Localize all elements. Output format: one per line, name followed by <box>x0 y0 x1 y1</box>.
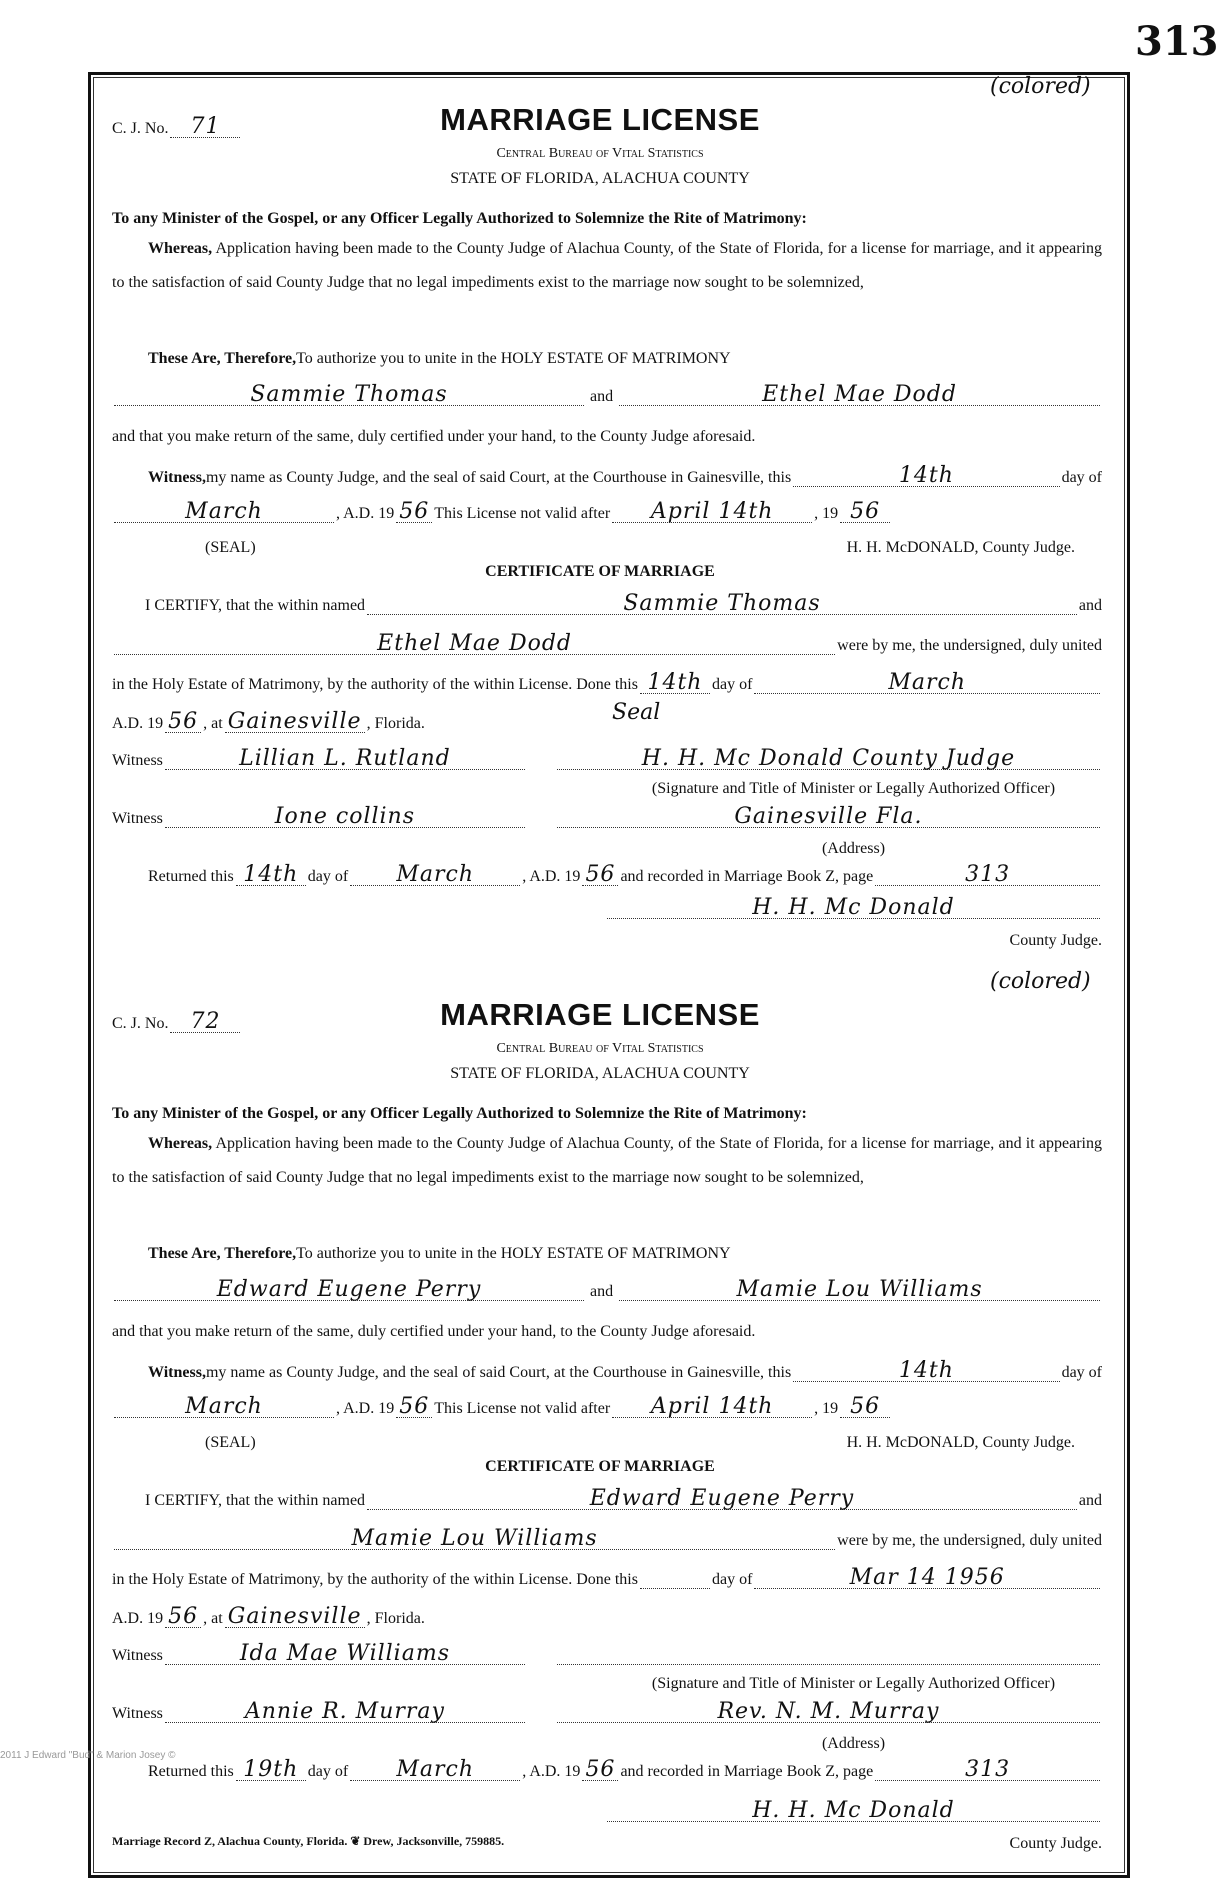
returned-year: 56 <box>585 862 616 887</box>
returned-year: 56 <box>585 1757 616 1782</box>
valid-year-label: , 19 <box>814 505 839 522</box>
at-label: , at <box>203 1610 223 1627</box>
holy-estate-text: in the Holy Estate of Matrimony, by the authority of the within License. Done this <box>112 676 638 693</box>
valid-until-field <box>612 496 812 523</box>
record-page: 313 <box>965 1757 1011 1782</box>
license-title: MARRIAGE LICENSE <box>440 997 760 1032</box>
return-text: and that you make return of the same, duly certified under your hand, to the County Judge aforesaid. <box>112 428 756 445</box>
valid-year-field <box>840 1391 890 1418</box>
cert-groom: Sammie Thomas <box>623 591 821 616</box>
cj-number: 72 <box>190 1009 221 1034</box>
returned-day-field <box>236 1754 306 1781</box>
seal-row <box>205 529 1075 557</box>
witness-1: Lillian L. Rutland <box>239 746 451 771</box>
issue-year-field <box>396 1391 432 1418</box>
and-label: and <box>1078 597 1102 614</box>
witness-text: my name as County Judge, and the seal of said Court, at the Courthouse in Gainesville, this <box>205 469 792 486</box>
ad-label: , A.D. 19 <box>336 1400 395 1417</box>
witness-2-field <box>165 801 525 828</box>
witness-1: Ida Mae Williams <box>239 1641 450 1666</box>
whereas-paragraph <box>112 232 1102 300</box>
address-field <box>557 1696 1100 1723</box>
not-valid-label: This License not valid after <box>434 505 611 522</box>
cert-bride-row <box>112 627 1102 655</box>
valid-year-label: , 19 <box>814 1400 839 1417</box>
place: Gainesville <box>227 1604 362 1629</box>
place-field <box>225 1601 365 1628</box>
groom-name: Sammie Thomas <box>250 382 448 407</box>
returned-month-field <box>350 859 520 886</box>
officer-signature-field <box>557 1638 1100 1665</box>
returned-label: Returned this <box>148 1763 234 1780</box>
returned-day: 14th <box>243 862 299 887</box>
address-line: To any Minister of the Gospel, or any Officer Legally Authorized to Solemnize the Rite of Matrimony: <box>112 210 807 227</box>
issue-year-field <box>396 496 432 523</box>
judge-signature-field <box>607 892 1100 919</box>
county-judge-printed: H. H. McDONALD, County Judge. <box>846 1434 1075 1451</box>
bride-name-field <box>619 379 1100 406</box>
bride-name-field <box>619 1274 1100 1301</box>
signature-caption: (Signature and Title of Minister or Legally Authorized Officer) <box>651 1675 1056 1692</box>
witness-1-row <box>112 1637 1102 1665</box>
returned-day: 19th <box>243 1757 299 1782</box>
issue-day: 14th <box>898 1358 954 1383</box>
names-row <box>112 1273 1102 1301</box>
done-row <box>112 1561 1102 1589</box>
names-row <box>112 378 1102 406</box>
officer-signature-field <box>557 743 1100 770</box>
ad-label: , A.D. 19 <box>336 505 395 522</box>
returned-year-field <box>582 859 618 886</box>
and-label: and <box>590 1283 614 1300</box>
witness-1-row <box>112 742 1102 770</box>
cert-bride-field <box>114 628 835 655</box>
address-caption: (Address) <box>821 1735 886 1752</box>
whereas-paragraph <box>112 1127 1102 1195</box>
united-text: were by me, the undersigned, duly united <box>837 637 1102 654</box>
ad-year: 56 <box>168 1604 199 1629</box>
cert-groom: Edward Eugene Perry <box>589 1486 855 1511</box>
certify-row <box>145 587 1102 615</box>
record-page: 313 <box>965 862 1011 887</box>
issue-month: March <box>185 1394 263 1419</box>
return-row <box>112 1313 1102 1341</box>
county-judge-row <box>112 922 1102 950</box>
done-day-field <box>640 1562 710 1589</box>
returned-month: March <box>396 1757 475 1782</box>
ad-year: 56 <box>168 709 199 734</box>
judge-signature-field <box>607 1795 1100 1822</box>
judge-signature: H. H. Mc Donald <box>752 895 955 920</box>
witness-label: Witness <box>112 810 163 827</box>
ad-year-field <box>165 706 201 733</box>
salutation-row <box>112 1095 1102 1123</box>
returned-label: Returned this <box>148 868 234 885</box>
certify-text: I CERTIFY, that the within named <box>145 597 366 614</box>
at-label: , at <box>203 715 223 732</box>
day-of-label: day of <box>307 868 349 885</box>
place-row <box>112 705 1102 733</box>
address-field <box>557 801 1100 828</box>
state-county: STATE OF FLORIDA, ALACHUA COUNTY <box>450 170 750 187</box>
ad-label: A.D. 19 <box>112 715 164 732</box>
ad-label: , A.D. 19 <box>522 1763 581 1780</box>
day-of-label: day of <box>1061 1364 1102 1381</box>
address-line: To any Minister of the Gospel, or any Officer Legally Authorized to Solemnize the Rite of Matrimony: <box>112 1105 807 1122</box>
these-are-text: To authorize you to unite in the HOLY ESTATE OF MATRIMONY <box>296 1245 731 1262</box>
county-judge-printed: H. H. McDONALD, County Judge. <box>846 539 1075 556</box>
certificate-title: CERTIFICATE OF MARRIAGE <box>485 1458 715 1475</box>
certify-text: I CERTIFY, that the within named <box>145 1492 366 1509</box>
returned-month-field <box>350 1754 520 1781</box>
judge-signature-row <box>112 891 1102 919</box>
issue-date-row <box>112 495 1102 523</box>
bride-name: Mamie Lou Williams <box>736 1277 983 1302</box>
valid-until: April 14th <box>650 1394 774 1419</box>
certify-row <box>145 1482 1102 1510</box>
valid-year: 56 <box>850 1394 881 1419</box>
cert-bride-field <box>114 1523 835 1550</box>
witness-lead: Witness, <box>148 1364 206 1381</box>
issue-month-field <box>114 1391 334 1418</box>
issue-month: March <box>185 499 263 524</box>
witness-2-row <box>112 1695 1102 1723</box>
witness-row <box>148 459 1102 487</box>
judge-signature: H. H. Mc Donald <box>752 1798 955 1823</box>
witness-2-field <box>165 1696 525 1723</box>
issue-day-field <box>793 1355 1059 1382</box>
florida-label: , Florida. <box>366 715 425 732</box>
witness-text: my name as County Judge, and the seal of said Court, at the Courthouse in Gainesville, this <box>205 1364 792 1381</box>
cj-number: 71 <box>190 114 221 139</box>
done-day: 14th <box>647 670 703 695</box>
judge-signature-row <box>112 1794 1102 1822</box>
signature-caption-row <box>605 1665 1102 1693</box>
these-are-lead: These Are, Therefore, <box>148 350 297 367</box>
copyright-watermark: 2011 J Edward "Bud" & Marion Josey © <box>0 1750 176 1761</box>
returned-day-field <box>236 859 306 886</box>
address: Rev. N. M. Murray <box>717 1699 940 1724</box>
cert-groom-field <box>367 588 1077 615</box>
bureau-name: Central Bureau of Vital Statistics <box>496 1041 704 1056</box>
valid-year: 56 <box>850 499 881 524</box>
witness-2: Ione collins <box>274 804 416 829</box>
ad-label: A.D. 19 <box>112 1610 164 1627</box>
cert-groom-field <box>367 1483 1077 1510</box>
ad-year-field <box>165 1601 201 1628</box>
done-month: Mar 14 1956 <box>849 1565 1005 1590</box>
page-number: 313 <box>1135 18 1219 65</box>
bride-name: Ethel Mae Dodd <box>762 382 957 407</box>
whereas-lead: Whereas, <box>148 1135 213 1152</box>
bureau-name: Central Bureau of Vital Statistics <box>496 146 704 161</box>
groom-name: Edward Eugene Perry <box>216 1277 482 1302</box>
address-caption: (Address) <box>821 840 886 857</box>
florida-label: , Florida. <box>366 1610 425 1627</box>
witness-label: Witness <box>112 752 163 769</box>
county-judge-label: County Judge. <box>1009 1835 1102 1852</box>
place: Gainesville <box>227 709 362 734</box>
issue-year: 56 <box>399 499 430 524</box>
returned-year-field <box>582 1754 618 1781</box>
colored-note: (colored) <box>990 969 1091 994</box>
whereas-text: Application having been made to the County Judge of Alachua County, of the State of Florida, for a license for marriage, and it appearing to the satisfaction of said County Judge that no legal impediments exist to the marriage now sought to be solemnized, <box>112 240 1102 291</box>
address-caption-row <box>605 1725 1102 1753</box>
officer-signature: H. H. Mc Donald County Judge <box>641 746 1016 771</box>
state-county: STATE OF FLORIDA, ALACHUA COUNTY <box>450 1065 750 1082</box>
seal-label: (SEAL) <box>205 539 256 556</box>
return-text: and that you make return of the same, duly certified under your hand, to the County Judge aforesaid. <box>112 1323 756 1340</box>
not-valid-label: This License not valid after <box>434 1400 611 1417</box>
day-of-label: day of <box>711 676 753 693</box>
witness-2-row <box>112 800 1102 828</box>
witness-label: Witness <box>112 1647 163 1664</box>
cert-bride-row <box>112 1522 1102 1550</box>
cert-bride: Mamie Lou Williams <box>351 1526 598 1551</box>
issue-date-row <box>112 1390 1102 1418</box>
these-are-text: To authorize you to unite in the HOLY ESTATE OF MATRIMONY <box>296 350 731 367</box>
done-row <box>112 666 1102 694</box>
record-page-field <box>875 1754 1100 1781</box>
issue-day: 14th <box>898 463 954 488</box>
returned-month: March <box>396 862 475 887</box>
license-title: MARRIAGE LICENSE <box>440 102 760 137</box>
signature-caption-row <box>605 770 1102 798</box>
day-of-label: day of <box>1061 469 1102 486</box>
these-are-lead: These Are, Therefore, <box>148 1245 297 1262</box>
day-of-label: day of <box>711 1571 753 1588</box>
footer-imprint: Marriage Record Z, Alachua County, Florida. ❦ Drew, Jacksonville, 759885. <box>112 1834 505 1848</box>
witness-1-field <box>165 1638 525 1665</box>
valid-until: April 14th <box>650 499 774 524</box>
cj-label: C. J. No. <box>112 120 169 137</box>
holy-estate-text: in the Holy Estate of Matrimony, by the authority of the within License. Done this <box>112 1571 638 1588</box>
county-judge-label: County Judge. <box>1009 932 1102 949</box>
whereas-lead: Whereas, <box>148 240 213 257</box>
returned-row <box>148 1753 1102 1781</box>
record-page-field <box>875 859 1100 886</box>
place-row <box>112 1600 1102 1628</box>
witness-lead: Witness, <box>148 469 206 486</box>
witness-1-field <box>165 743 525 770</box>
certificate-title: CERTIFICATE OF MARRIAGE <box>485 563 715 580</box>
colored-note: (colored) <box>990 74 1091 99</box>
done-month-field <box>754 1562 1100 1589</box>
these-are-row <box>148 1235 1102 1263</box>
seal-note: Seal <box>612 700 661 725</box>
ad-label: , A.D. 19 <box>522 868 581 885</box>
done-day-field <box>640 667 710 694</box>
done-month-field <box>754 667 1100 694</box>
and-label: and <box>1078 1492 1102 1509</box>
united-text: were by me, the undersigned, duly united <box>837 1532 1102 1549</box>
issue-year: 56 <box>399 1394 430 1419</box>
groom-name-field <box>114 1274 584 1301</box>
issue-day-field <box>793 460 1059 487</box>
witness-2: Annie R. Murray <box>244 1699 445 1724</box>
place-field <box>225 706 365 733</box>
cj-label: C. J. No. <box>112 1015 169 1032</box>
cert-bride: Ethel Mae Dodd <box>377 631 572 656</box>
whereas-text: Application having been made to the County Judge of Alachua County, of the State of Florida, for a license for marriage, and it appearing to the satisfaction of said County Judge that no legal impediments exist to the marriage now sought to be solemnized, <box>112 1135 1102 1186</box>
witness-label: Witness <box>112 1705 163 1722</box>
seal-row <box>205 1424 1075 1452</box>
salutation-row <box>112 200 1102 228</box>
signature-caption: (Signature and Title of Minister or Legally Authorized Officer) <box>651 780 1056 797</box>
seal-label: (SEAL) <box>205 1434 256 1451</box>
these-are-row <box>148 340 1102 368</box>
valid-until-field <box>612 1391 812 1418</box>
address-caption-row <box>605 830 1102 858</box>
returned-row <box>148 858 1102 886</box>
day-of-label: day of <box>307 1763 349 1780</box>
done-month: March <box>888 670 967 695</box>
recorded-text: and recorded in Marriage Book Z, page <box>620 1763 874 1780</box>
recorded-text: and recorded in Marriage Book Z, page <box>620 868 874 885</box>
valid-year-field <box>840 496 890 523</box>
return-row <box>112 418 1102 446</box>
groom-name-field <box>114 379 584 406</box>
witness-row <box>148 1354 1102 1382</box>
issue-month-field <box>114 496 334 523</box>
and-label: and <box>590 388 614 405</box>
address: Gainesville Fla. <box>734 804 923 829</box>
